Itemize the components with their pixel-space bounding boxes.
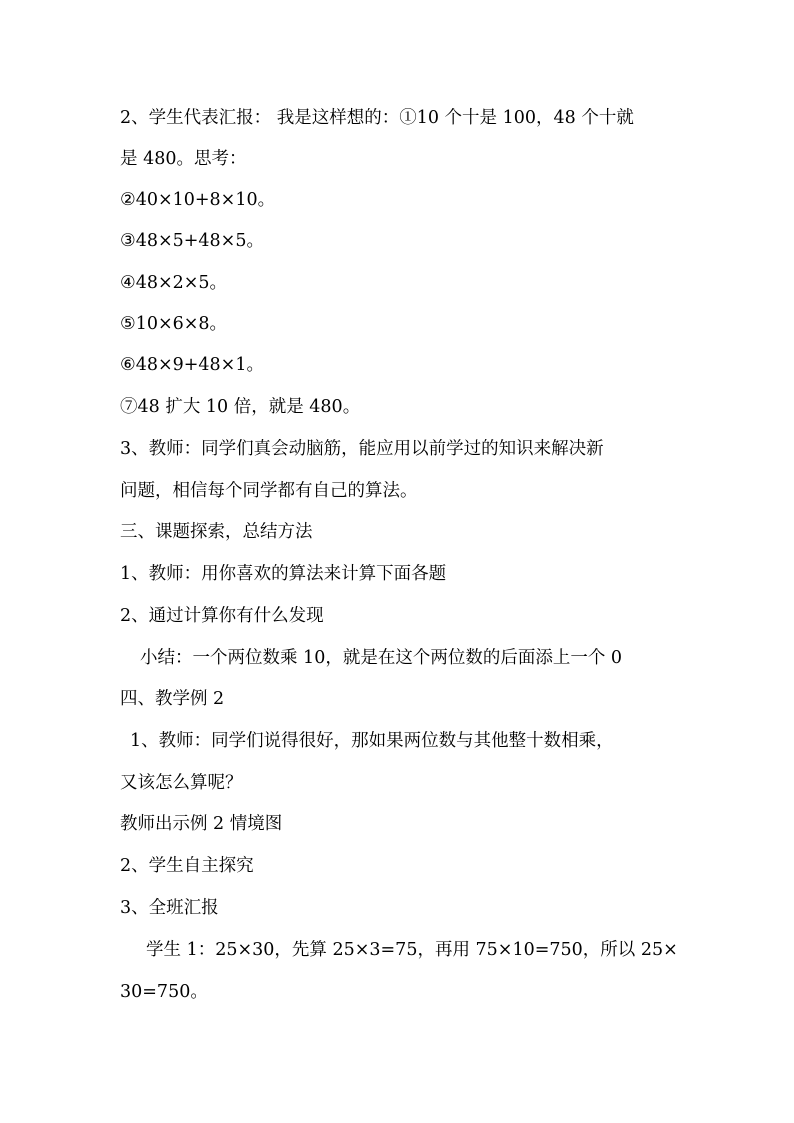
text-line: ③48×5+48×5。	[120, 231, 264, 251]
text-line: 2、通过计算你有什么发现	[120, 606, 324, 626]
text-line: 2、学生代表汇报： 我是这样想的：①10 个十是 100，48 个十就	[120, 108, 634, 128]
text-line: ④48×2×5。	[120, 273, 228, 293]
text-line: 3、教师：同学们真会动脑筋，能应用以前学过的知识来解决新	[120, 439, 604, 459]
text-line: ⑦48 扩大 10 倍，就是 480。	[120, 397, 361, 417]
text-line: 1、教师：用你喜欢的算法来计算下面各题	[120, 564, 447, 584]
text-line: 2、学生自主探究	[120, 856, 254, 876]
summary-line: 小结：一个两位数乘 10，就是在这个两位数的后面添上一个 0	[140, 648, 623, 668]
text-line: ②40×10+8×10。	[120, 190, 276, 210]
text-line: 3、全班汇报	[120, 898, 219, 918]
text-line: 又该怎么算呢？	[120, 773, 243, 793]
section-heading: 四、教学例 2	[120, 689, 225, 709]
text-line: 学生 1：25×30，先算 25×3=75，再用 75×10=750，所以 25×	[146, 940, 678, 960]
text-line: 问题，相信每个同学都有自己的算法。	[120, 481, 418, 501]
text-line: 1、教师：同学们说得很好，那如果两位数与其他整十数相乘，	[130, 731, 614, 751]
text-line: ⑥48×9+48×1。	[120, 355, 264, 375]
text-line: 30=750。	[120, 982, 208, 1002]
text-line: 是 480。思考：	[120, 149, 247, 169]
text-line: 教师出示例 2 情境图	[120, 814, 283, 834]
text-line: ⑤10×6×8。	[120, 314, 228, 334]
section-heading: 三、课题探索，总结方法	[120, 522, 313, 542]
